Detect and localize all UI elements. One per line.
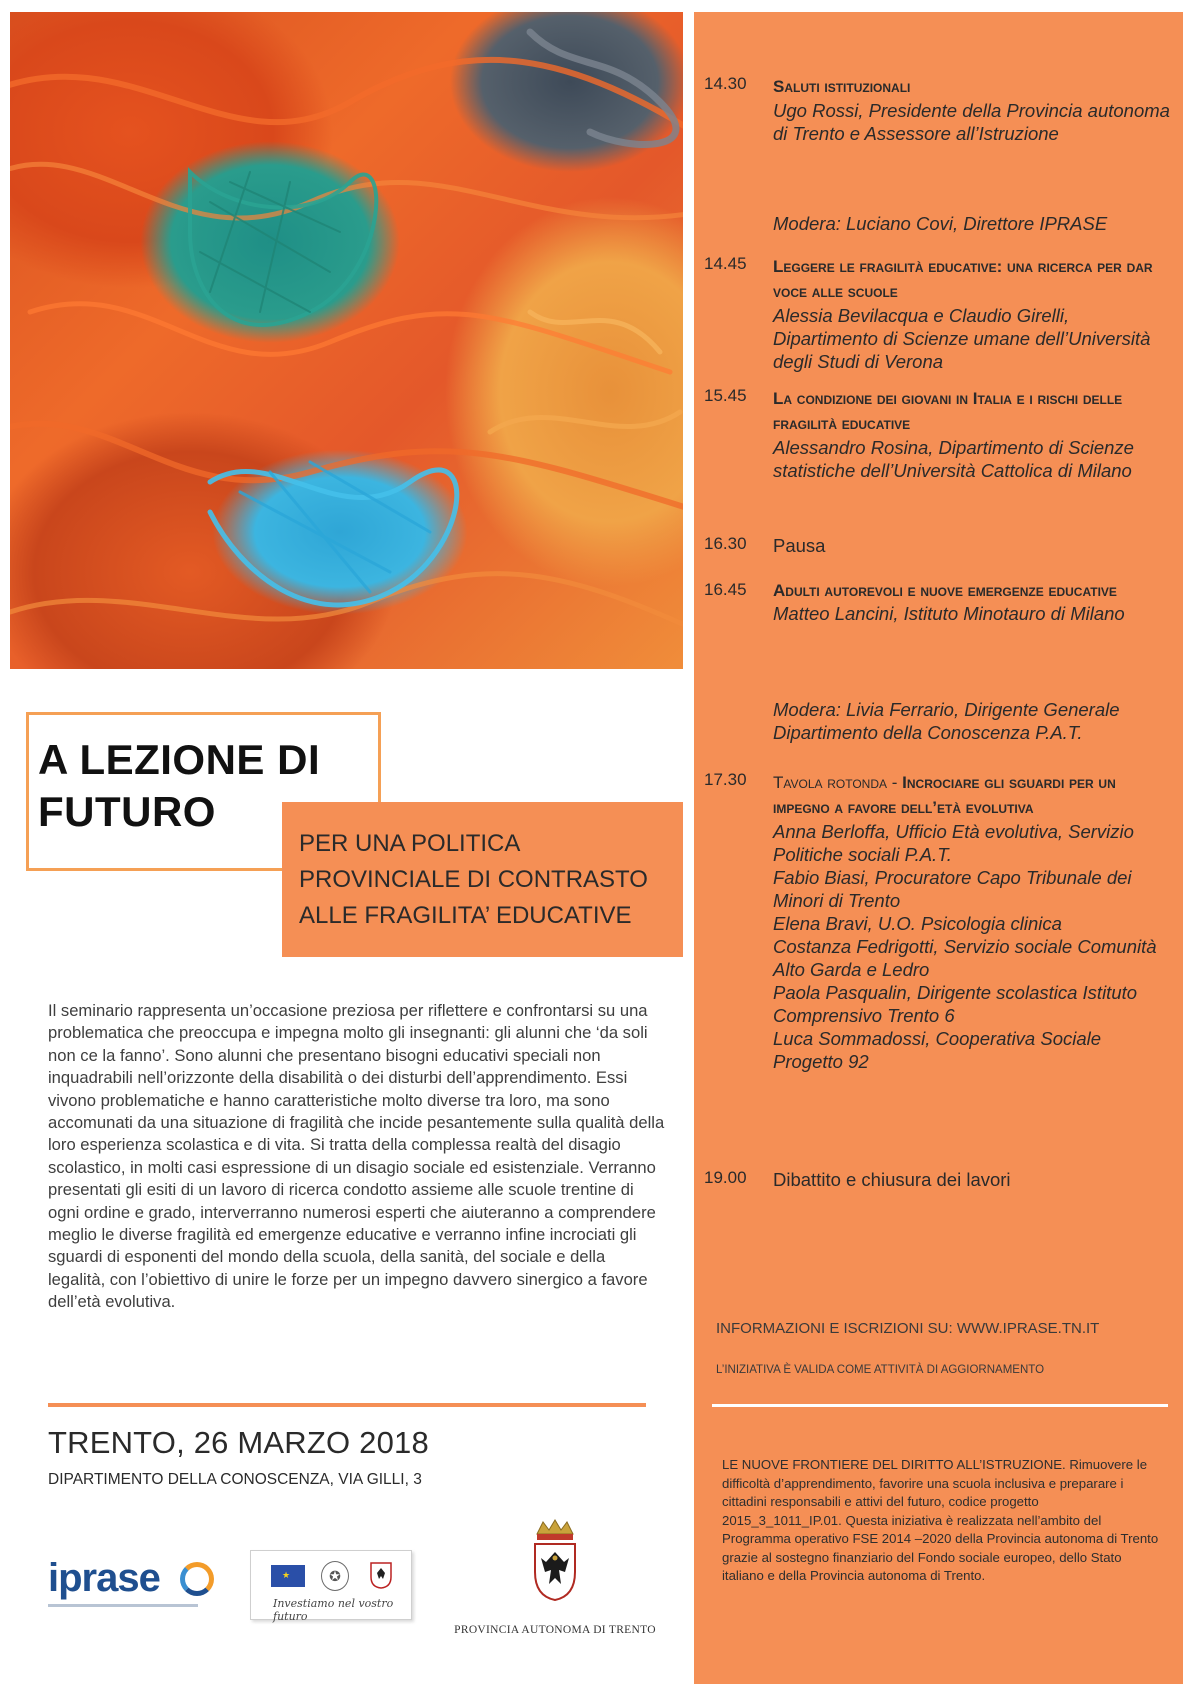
moderator-name: Luciano Covi — [846, 213, 953, 234]
speaker-line — [773, 436, 1173, 482]
panelist-role: , Dirigente scolastica Istituto Comprensivo Trento 6 — [773, 982, 1138, 1026]
speaker-line — [773, 602, 1173, 625]
panelist-name: Elena Bravi — [773, 913, 868, 934]
program-time: 14.30 — [704, 74, 747, 93]
panelist — [773, 866, 1173, 912]
pat-logo — [445, 1518, 665, 1638]
speaker-name: Alessandro Rosina — [773, 437, 929, 458]
session-title: Pausa — [773, 535, 826, 556]
speaker-line — [773, 304, 1173, 373]
white-divider — [712, 1404, 1168, 1407]
panelist-role: , Procuratore Capo Tribunale dei Minori di Trento — [773, 867, 1132, 911]
panelist — [773, 981, 1173, 1027]
program-body — [773, 74, 1173, 145]
session-title-text: Incrociare gli sguardi per un impegno a favore dell’età evolutiva — [773, 773, 1116, 817]
event-description: Il seminario rappresenta un’occasione preziosa per riflettere e confrontarsi su una problematica che preoccupa e impegna molto gli insegnanti: gli alunni che ‘da soli non ce la fanno’. Sono alunni che presentano bisogni educativi speciali non inquadrabili nell’orizzonte della disabilità o dei disturbi dell’apprendimento. Essi vivono problematiche e hanno caratteristiche molto diverse tra loro, ma sono accomunati da una situazione di fragilità che incide pesantemente sulla qualità della loro esperienza scolastica e di vita. Si tratta della complessa realtà del disagio scolastico, in molti casi espressione di un disagio sociale ed esistenziale. Verranno presentati gli esiti di un lavoro di ricerca condotto assieme alle scuole trentine di ogni ordine e grado, interverranno numerosi esperti che aiuteranno a comprendere meglio le diverse fragilità ed emergenze educative e verranno infine incrociati gli sguardi di esponenti del mondo della scuola, della sanità, del sociale e della legalità, con l’obiettivo di unire le forze per un impegno davvero sinergico a favore dell’età evolutiva. — [48, 1001, 665, 1312]
panelist-role: , Cooperativa Sociale Progetto 92 — [773, 1028, 1102, 1072]
event-title-line1: A LEZIONE DI — [38, 736, 321, 783]
program-panel — [694, 12, 1183, 1684]
speaker-name: Ugo Rossi — [773, 100, 859, 121]
iprase-tagline-bar — [48, 1604, 198, 1607]
city-date: TRENTO, 26 MARZO 2018 — [48, 1425, 429, 1460]
iprase-logo-text: iprase — [48, 1556, 160, 1600]
program-time: 16.45 — [704, 580, 747, 599]
iprase-swoosh-icon — [180, 1562, 214, 1596]
program-body — [773, 580, 1173, 625]
session-title: Dibattito e chiusura dei lavori — [773, 1169, 1011, 1190]
panelist-name: Costanza Fedrigotti — [773, 936, 934, 957]
panelist-name: Anna Berloffa — [773, 821, 886, 842]
validity-note: L’INIZIATIVA È VALIDA COME ATTIVITÀ DI AGGIORNAMENTO — [716, 1364, 1045, 1376]
panelist-role: , Ufficio Età evolutiva, Servizio Politiche sociali P.A.T. — [773, 821, 1134, 865]
speaker-role: , Istituto Minotauro di Milano — [893, 603, 1125, 624]
speaker-name: Claudio Girelli — [948, 305, 1065, 326]
event-subtitle: PER UNA POLITICA PROVINCIALE DI CONTRASTO ALLE FRAGILITA’ EDUCATIVE — [299, 830, 648, 929]
trentino-eagle-icon — [369, 1561, 393, 1589]
session-title: La condizione dei giovani in Italia e i rischi delle fragilità educative — [773, 389, 1123, 433]
venue: DIPARTIMENTO DELLA CONOSCENZA, VIA GILLI, 3 — [48, 1471, 422, 1488]
divider — [48, 1403, 646, 1407]
speaker-name: Alessia Bevilacqua — [773, 305, 929, 326]
panelist — [773, 912, 1173, 935]
session-prefix: Tavola rotonda - — [773, 773, 903, 792]
panelist-name: Fabio Biasi — [773, 867, 865, 888]
program-time: 15.45 — [704, 386, 747, 405]
moderator-role: , Dirigente Generale Dipartimento della Conoscenza P.A.T. — [773, 699, 1120, 743]
title-frame-edge — [378, 715, 381, 805]
panelist — [773, 935, 1173, 981]
fse-logo-strip — [250, 1550, 412, 1623]
session-title: Saluti istituzionali — [773, 77, 911, 96]
moderator-name: Livia Ferrario — [846, 699, 954, 720]
speaker-line — [773, 99, 1173, 145]
speaker-conj: e — [928, 305, 949, 326]
speaker-role: , Presidente della Provincia autonoma di Trento e Assessore all’Istruzione — [773, 100, 1170, 144]
panelist-name: Paola Pasqualin — [773, 982, 907, 1003]
pat-crest-icon — [531, 1518, 579, 1602]
italian-republic-emblem-icon: ✪ — [321, 1561, 349, 1591]
program-time: 17.30 — [704, 770, 747, 789]
program-time: 16.30 — [704, 534, 747, 553]
speaker-role: , Dipartimento di Scienze umane dell’Università degli Studi di Verona — [773, 305, 1151, 372]
panelist-name: Luca Sommadossi — [773, 1028, 926, 1049]
panelist — [773, 1027, 1173, 1073]
moderator-label: Modera: — [773, 213, 847, 234]
iprase-logo — [48, 1556, 208, 1612]
panelist-role: , Servizio sociale Comunità Alto Garda e Ledro — [773, 936, 1157, 980]
funding-note: LE NUOVE FRONTIERE DEL DIRITTO ALL’ISTRUZIONE. Rimuovere le difficoltà d’apprendimento, favorire una scuola inclusiva e preparare i cittadini responsabili e attivi del futuro, codice progetto 2015_3_1011_IP.01. Questa iniziativa è realizzata nell’ambito del Programma operativo FSE 2014 –2020 della Provincia autonoma di Trento grazie al sostegno finanziario del Fondo sociale europeo, dello Stato italiano e della Provincia autonoma di Trento. — [722, 1457, 1159, 1583]
panelist-role: , U.O. Psicologia clinica — [867, 913, 1062, 934]
info-line: INFORMAZIONI E ISCRIZIONI SU: WWW.IPRASE.TN.IT — [716, 1320, 1100, 1337]
program-body — [773, 254, 1173, 373]
pat-caption: PROVINCIA AUTONOMA DI TRENTO — [454, 1624, 656, 1636]
program-body — [773, 770, 1173, 1073]
program-time: 19.00 — [704, 1168, 747, 1187]
nets-texture — [10, 12, 683, 669]
program-body — [773, 386, 1173, 482]
moderator-label: Modera: — [773, 699, 847, 720]
speaker-name: Matteo Lancini — [773, 603, 894, 624]
moderator-role: , Direttore IPRASE — [952, 213, 1108, 234]
session-title: Adulti autorevoli e nuove emergenze educative — [773, 581, 1117, 600]
fishing-nets-photo — [10, 12, 683, 669]
program-time: 14.45 — [704, 254, 747, 273]
event-title — [38, 734, 320, 838]
panelist — [773, 820, 1173, 866]
event-title-line2: FUTURO — [38, 788, 216, 835]
program-body — [773, 698, 1178, 744]
session-title — [773, 770, 1173, 820]
program-body — [773, 212, 1173, 235]
session-title: Leggere le fragilità educative: una ricerca per dar voce alle scuole — [773, 257, 1153, 301]
eu-motto: Investiamo nel vostro futuro — [273, 1597, 394, 1623]
eu-flag-icon: ★ — [271, 1565, 305, 1587]
speaker-role: , Dipartimento di Scienze statistiche dell’Università Cattolica di Milano — [773, 437, 1134, 481]
